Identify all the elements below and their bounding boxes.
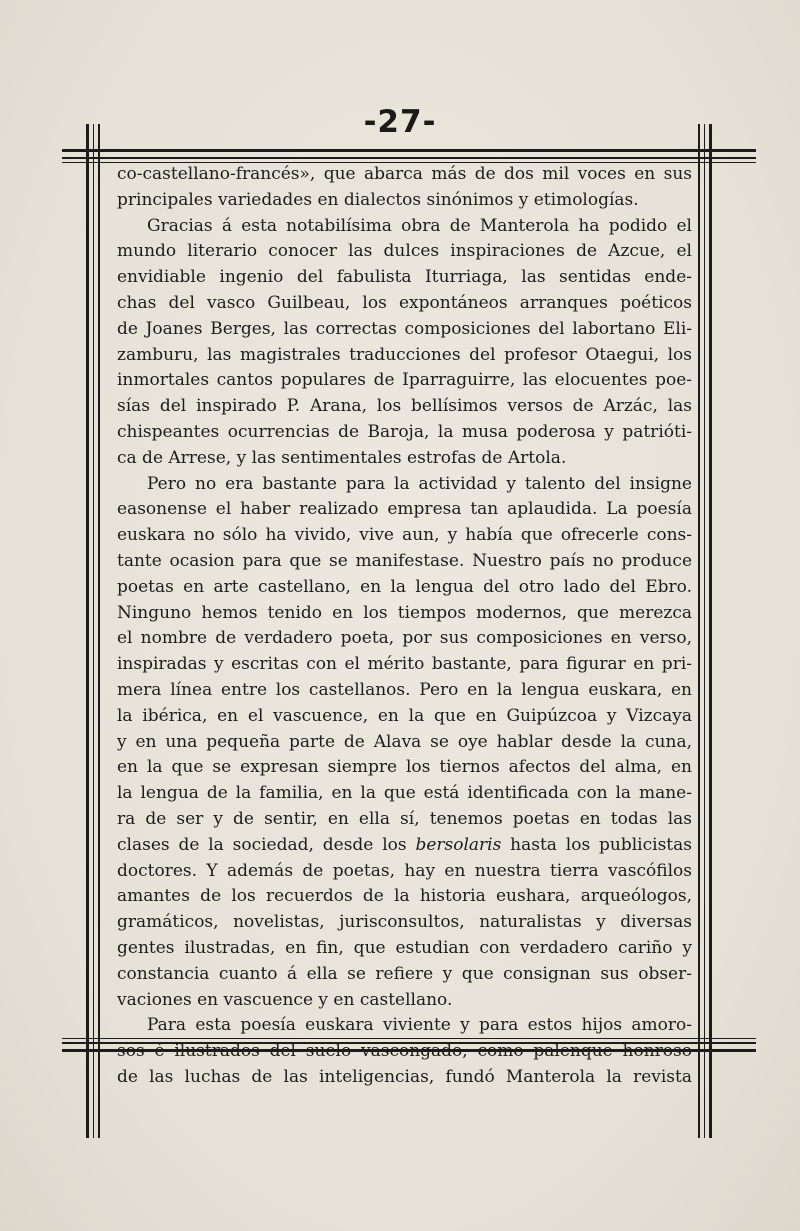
text-line: y en una pequeña parte de Alava se oye hablar desde la cuna, xyxy=(117,731,692,752)
text-line: en la que se expresan siempre los tiernos afectos del alma, en xyxy=(117,757,692,778)
text-line: tante ocasion para que se manifestase. Nuestro país no produce xyxy=(117,550,692,571)
text-line: de Joanes Berges, las correctas composiciones del labortano Eli- xyxy=(117,318,692,339)
frame-top-rule xyxy=(62,149,756,152)
text-line: inmortales cantos populares de Iparraguirre, las elocuentes poe- xyxy=(117,370,692,391)
text-line: zamburu, las magistrales traducciones del profesor Otaegui, los xyxy=(117,344,692,365)
text-line: mundo literario conocer las dulces inspiraciones de Azcue, el xyxy=(117,241,692,262)
frame-right-rule xyxy=(704,124,705,1138)
text-segment: hasta los publicistas xyxy=(510,834,692,855)
frame-top-rule xyxy=(62,157,756,159)
frame-left-rule xyxy=(93,124,94,1138)
text-line: ra de ser y de sentir, en ella sí, tenemos poetas en todas las xyxy=(117,808,692,829)
text-line: amantes de los recuerdos de la historia eushara, arqueólogos, xyxy=(117,886,692,907)
text-line: ca de Arrese, y las sentimentales estrofas de Artola. xyxy=(117,447,567,468)
text-line: gramáticos, novelistas, jurisconsultos, naturalistas y diversas xyxy=(117,912,692,933)
text-line: sos é ilustrados del suelo vascongado, como palenque honroso xyxy=(117,1041,692,1062)
frame-right-rule xyxy=(698,124,700,1138)
text-line: constancia cuanto á ella se refiere y que consignan sus obser- xyxy=(117,963,692,984)
text-segment: clases de la sociedad, desde los xyxy=(117,834,407,855)
text-line: gentes ilustradas, en fin, que estudian con verdadero cariño y xyxy=(117,937,692,958)
text-line: el nombre de verdadero poeta, por sus composiciones en verso, xyxy=(117,628,692,649)
text-line: vaciones en vascuence y en castellano. xyxy=(117,989,453,1010)
text-line: principales variedades en dialectos sinónimos y etimologías. xyxy=(117,189,639,210)
frame-left-rule xyxy=(98,124,100,1138)
text-line: co-castellano-francés», que abarca más de dos mil voces en sus xyxy=(117,164,692,184)
text-line: envidiable ingenio del fabulista Iturriaga, las sentidas ende- xyxy=(117,267,692,288)
text-line: la lengua de la familia, en la que está identificada con la mane- xyxy=(117,783,692,804)
text-line: inspiradas y escritas con el mérito bastante, para figurar en pri- xyxy=(117,654,692,675)
text-line: euskara no sólo ha vivido, vive aun, y había que ofrecerle cons- xyxy=(117,525,692,546)
text-line: Gracias á esta notabilísima obra de Manterola ha podido el xyxy=(147,215,692,236)
frame-right-rule xyxy=(709,124,712,1138)
text-line: Pero no era bastante para la actividad y talento del insigne xyxy=(147,473,692,494)
body-text xyxy=(117,162,692,1091)
page-number: -27- xyxy=(363,104,437,140)
text-line: sías del inspirado P. Arana, los bellísimos versos de Arzác, las xyxy=(117,396,692,417)
text-line: poetas en arte castellano, en la lengua del otro lado del Ebro. xyxy=(117,576,692,597)
text-line: chispeantes ocurrencias de Baroja, la musa poderosa y patrióti- xyxy=(117,421,692,442)
text-line: easonense el haber realizado empresa tan aplaudida. La poesía xyxy=(117,499,692,520)
text-line: Para esta poesía euskara viviente y para estos hijos amoro- xyxy=(147,1015,692,1036)
text-line-with-italic xyxy=(117,833,692,859)
text-line: Ninguno hemos tenido en los tiempos modernos, que merezca xyxy=(117,602,692,623)
frame-left-rule xyxy=(86,124,89,1138)
text-line: chas del vasco Guilbeau, los expontáneos arranques poéticos xyxy=(117,292,692,313)
text-line: doctores. Y además de poetas, hay en nuestra tierra vascófilos xyxy=(117,860,692,881)
italic-term: bersolaris xyxy=(415,834,502,855)
text-line: mera línea entre los castellanos. Pero en la lengua euskara, en xyxy=(117,679,692,700)
text-line: la ibérica, en el vascuence, en la que en Guipúzcoa y Vizcaya xyxy=(117,705,692,726)
text-line: de las luchas de las inteligencias, fundó Manterola la revista xyxy=(117,1066,692,1087)
